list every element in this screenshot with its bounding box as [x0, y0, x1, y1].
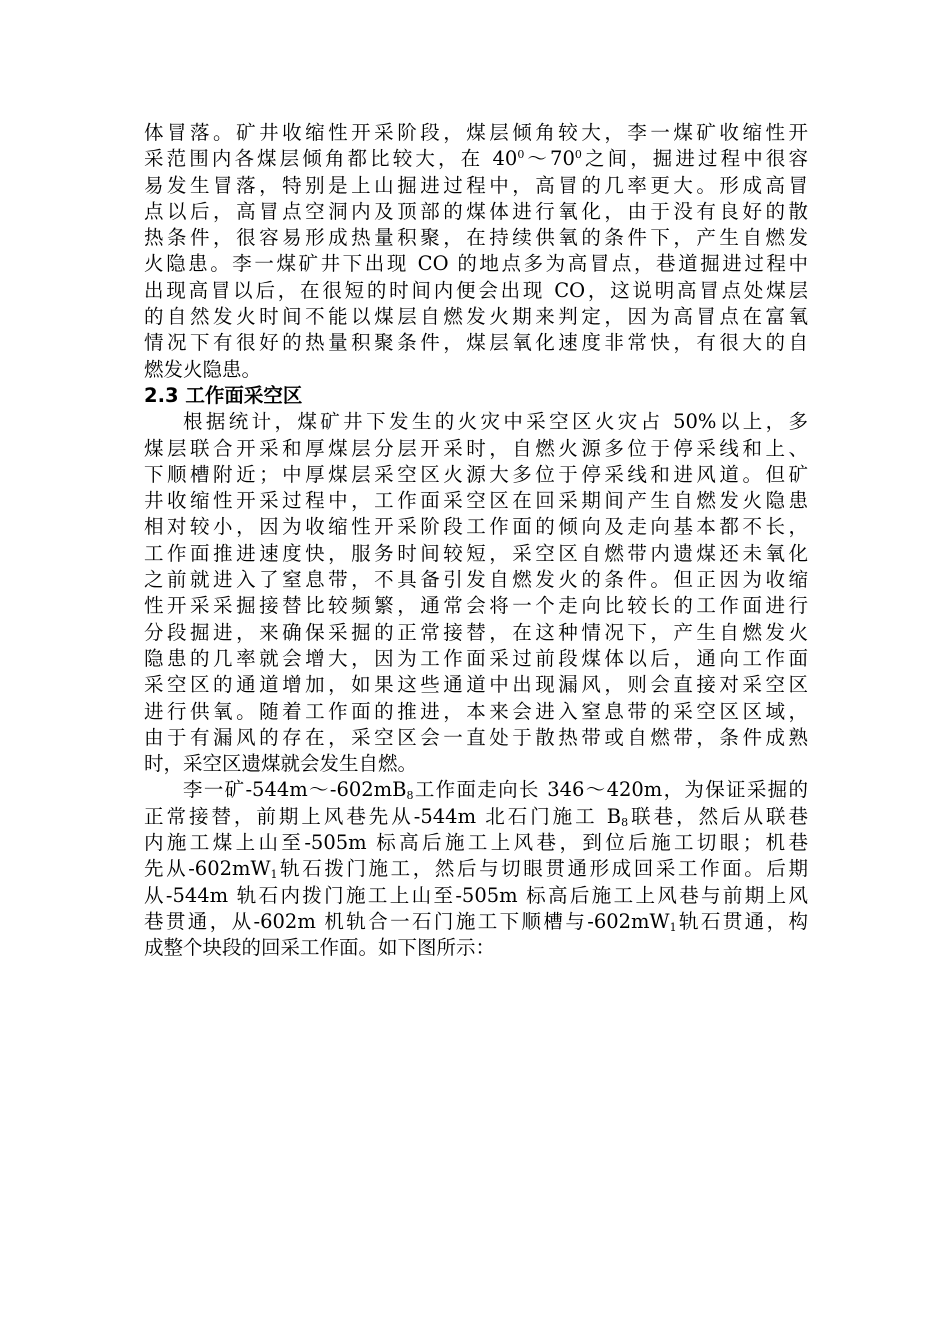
- text-line: 燃发火隐患。: [144, 357, 262, 381]
- text-run: 之间，掘进过程中很容: [581, 147, 808, 171]
- text-line: 井收缩性开采过程中，工作面采空区在回采期间产生自燃发火隐患: [144, 489, 808, 513]
- text-line: 分段掘进，来确保采掘的正常接替，在这种情况下，产生自燃发火: [144, 620, 808, 644]
- text-line: 点以后，高冒点空洞内及顶部的煤体进行氧化，由于没有良好的散: [144, 199, 808, 223]
- text-line: 热条件，很容易形成热量积聚，在持续供氧的条件下，产生自燃发: [144, 226, 808, 250]
- text-line: [144, 856, 808, 882]
- text-line: 采空区的通道增加，如果这些通道中出现漏风，则会直接对采空区: [144, 673, 808, 697]
- subscript: 1: [669, 920, 677, 934]
- text-line: 由于有漏风的存在，采空区会一直处于散热带或自燃带，条件成熟: [144, 725, 808, 749]
- text-run: 巷贯通，从-602m 机轨合一石门施工下顺槽与-602mW: [144, 909, 670, 933]
- subscript: 8: [621, 815, 629, 829]
- text-run: 轨石贯通，构: [676, 909, 808, 933]
- paragraph-goaf: [144, 409, 808, 777]
- subscript: 1: [270, 868, 278, 882]
- text-line: 火隐患。李一煤矿井下出现 CO 的地点多为高冒点，巷道掘进过程中: [144, 252, 808, 276]
- text-line: 时，采空区遗煤就会发生自燃。: [144, 752, 418, 776]
- text-run: 先从-602mW: [144, 857, 271, 881]
- text-run: 李一矿-544m～-602mB: [183, 778, 407, 802]
- text-line: [144, 146, 808, 172]
- text-line: 易发生冒落，特别是上山掘进过程中，高冒的几率更大。形成高冒: [144, 173, 808, 197]
- text-line: 性开采采掘接替比较频繁，通常会将一个走向比较长的工作面进行: [144, 594, 808, 618]
- text-line: 情况下有很好的热量积聚条件，煤层氧化速度非常快，有很大的自: [144, 331, 808, 355]
- text-line: 成整个块段的回采工作面。如下图所示：: [144, 936, 496, 960]
- text-run: 工作面走向长 346～420m，为保证采掘的: [413, 778, 808, 802]
- text-line: 出现高冒以后，在很短的时间内便会出现 CO，这说明高冒点处煤层: [144, 278, 808, 302]
- document-body: [144, 120, 808, 962]
- text-run: ～70: [524, 147, 575, 171]
- text-line: 从-544m 轨石内拨门施工上山至-505m 标高后施工上风巷与前期上风: [144, 883, 808, 907]
- paragraph-working-face: [144, 777, 808, 961]
- text-line: 煤层联合开采和厚煤层分层开采时，自燃火源多位于停采线和上、: [144, 436, 808, 460]
- text-line: 隐患的几率就会增大，因为工作面采过前段煤体以后，通向工作面: [144, 646, 808, 670]
- text-run: 采范围内各煤层倾角都比较大，在 40: [144, 147, 518, 171]
- text-line: 进行供氧。随着工作面的推进，本来会进入窒息带的采空区区域，: [144, 699, 808, 723]
- text-run: 联巷，然后从联巷: [628, 804, 808, 828]
- text-line: 相对较小，因为收缩性开采阶段工作面的倾向及走向基本都不长，: [144, 515, 808, 539]
- section-heading: 2.3 工作面采空区: [144, 383, 303, 407]
- degree-superscript: 0: [517, 148, 525, 162]
- text-line: 内施工煤上山至-505m 标高后施工上风巷，到位后施工切眼；机巷: [144, 831, 808, 855]
- degree-superscript: 0: [574, 148, 582, 162]
- text-line: 下顺槽附近；中厚煤层采空区火源大多位于停采线和进风道。但矿: [144, 462, 808, 486]
- text-line: [144, 909, 808, 935]
- paragraph-high-caving: [144, 120, 808, 383]
- text-run: 正常接替，前期上风巷先从-544m 北石门施工 B: [144, 804, 622, 828]
- text-line: 的自然发火时间不能以煤层自燃发火期来判定，因为高冒点在富氧: [144, 305, 808, 329]
- text-line: 体冒落。矿井收缩性开采阶段，煤层倾角较大，李一煤矿收缩性开: [144, 121, 808, 144]
- text-line: 之前就进入了窒息带，不具备引发自燃发火的条件。但正因为收缩: [144, 568, 808, 592]
- text-run: 轨石拨门施工，然后与切眼贯通形成回采工作面。后期: [277, 857, 808, 881]
- text-line: 根据统计，煤矿井下发生的火灾中采空区火灾占 50%以上，多: [183, 410, 808, 434]
- text-line: [144, 777, 808, 803]
- subscript: 8: [406, 789, 414, 803]
- text-line: [144, 804, 808, 830]
- text-line: 工作面推进速度快，服务时间较短，采空区自燃带内遗煤还未氧化: [144, 541, 808, 565]
